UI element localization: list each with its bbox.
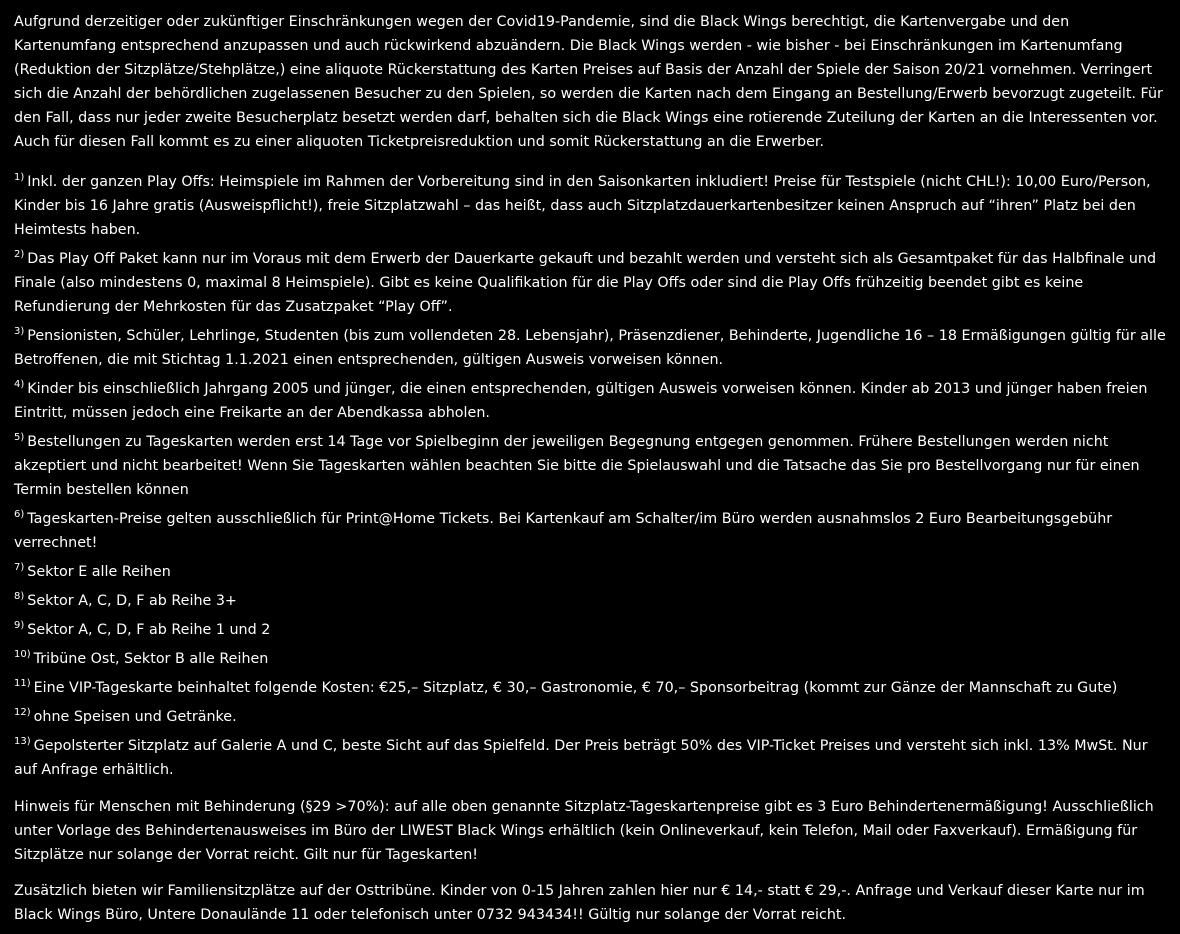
footnote-text: Inkl. der ganzen Play Offs: Heimspiele im Rahmen der Vorbereitung sind in den Saisonkarten inkludiert! Preise für Testspiele (nicht CHL!): 10,00 Euro/Person, Kinder bis 16 Jahre gratis (Ausweispflicht!), freie Sitzplatzwahl – das heißt, dass auch Sitzplatzdauerkartenbesitzer keinen Anspruch auf “ihren” Platz bei den Heimtests haben.	[14, 174, 1151, 238]
footnote-item	[14, 170, 1166, 242]
disability-discount-note: Hinweis für Menschen mit Behinderung (§29 >70%): auf alle oben genannte Sitzplatz-Tageskartenpreise gibt es 3 Euro Behindertenermäßigung! Ausschließlich unter Vorlage des Behindertenausweises im Büro der LIWEST Black Wings erhältlich (kein Onlineverkauf, kein Telefon, Mail oder Faxverkauf). Ermäßigung für Sitzplätze nur solange der Vorrat reicht. Gilt nur für Tageskarten!	[14, 799, 1154, 863]
footnote-text: Sektor A, C, D, F ab Reihe 1 und 2	[27, 622, 271, 638]
footnote-text: Gepolsterter Sitzplatz auf Galerie A und C, beste Sicht auf das Spielfeld. Der Preis beträgt 50% des VIP-Ticket Preises und versteht sich inkl. 13% MwSt. Nur auf Anfrage erhältlich.	[14, 738, 1148, 778]
footnote-text: ohne Speisen und Getränke.	[33, 709, 237, 725]
covid-intro-paragraph: Aufgrund derzeitiger oder zukünftiger Einschränkungen wegen der Covid19-Pandemie, sind die Black Wings berechtigt, die Kartenvergabe und den Kartenumfang entsprechend anzupassen und auch rückwirkend abzuändern. Die Black Wings werden - wie bisher - bei Einschränkungen im Kartenumfang (Reduktion der Sitzplätze/Stehplätze,) eine aliquote Rückerstattung des Karten Preises auf Basis der Anzahl der Spiele der Saison 20/21 vornehmen. Verringert sich die Anzahl der behördlichen zugelassenen Besucher zu den Spielen, so werden die Karten nach dem Eingang an Bestellung/Erwerb bevorzugt zugeteilt. Für den Fall, dass nur jeder zweite Besucherplatz besetzt werden darf, behalten sich die Black Wings eine rotierende Zuteilung der Karten an die Interessenten vor. Auch für diesen Fall kommt es zu einer aliquoten Ticketpreisreduktion und somit Rückerstattung an die Erwerber.	[14, 14, 1163, 150]
footnote-number: 4)	[14, 379, 25, 391]
footnote-item	[14, 589, 1166, 613]
footnote-item	[14, 430, 1166, 502]
footnote-text: Bestellungen zu Tageskarten werden erst 14 Tage vor Spielbeginn der jeweiligen Begegnung entgegen genommen. Frühere Bestellungen werden nicht akzeptiert und nicht bearbeitet! Wenn Sie Tageskarten wählen beachten Sie bitte die Spielauswahl und die Tatsache das Sie pro Bestellvorgang nur für einen Termin bestellen können	[14, 434, 1140, 498]
footnote-number: 1)	[14, 172, 25, 184]
footnote-text: Kinder bis einschließlich Jahrgang 2005 und jünger, die einen entsprechenden, gültigen Ausweis vorweisen können. Kinder ab 2013 und jünger haben freien Eintritt, müssen jedoch eine Freikarte an der Abendkassa abholen.	[14, 381, 1148, 421]
footnote-item	[14, 647, 1166, 671]
footnote-number: 2)	[14, 249, 25, 261]
footnote-number: 10)	[14, 649, 31, 661]
footnote-text: Das Play Off Paket kann nur im Voraus mit dem Erwerb der Dauerkarte gekauft und bezahlt werden und versteht sich als Gesamtpaket für das Halbfinale und Finale (also mindestens 0, maximal 8 Heimspiele). Gibt es keine Qualifikation für die Play Offs oder sind die Play Offs frühzeitig beendet gibt es keine Refundierung der Mehrkosten für das Zusatzpaket “Play Off”.	[14, 251, 1157, 315]
family-seats-note: Zusätzlich bieten wir Familiensitzplätze auf der Osttribüne. Kinder von 0-15 Jahren zahlen hier nur € 14,- statt € 29,-. Anfrage und Verkauf dieser Karte nur im Black Wings Büro, Untere Donaulände 11 oder telefonisch unter 0732 943434!! Gültig nur solange der Vorrat reicht.	[14, 883, 1145, 923]
footnote-text: Sektor E alle Reihen	[27, 564, 171, 580]
footnote-item	[14, 247, 1166, 319]
footnote-item	[14, 676, 1166, 700]
footnote-item	[14, 560, 1166, 584]
footnote-number: 9)	[14, 620, 25, 632]
footnote-number: 12)	[14, 707, 31, 719]
footnote-text: Eine VIP-Tageskarte beinhaltet folgende Kosten: €25,– Sitzplatz, € 30,– Gastronomie, € 70,– Sponsorbeitrag (kommt zur Gänze der Mannschaft zu Gute)	[33, 680, 1118, 696]
footnote-number: 13)	[14, 736, 31, 748]
footnote-number: 5)	[14, 432, 25, 444]
footnote-number: 11)	[14, 678, 31, 690]
footnote-number: 8)	[14, 591, 25, 603]
footnote-text: Tageskarten-Preise gelten ausschließlich für Print@Home Tickets. Bei Kartenkauf am Schalter/im Büro werden ausnahmslos 2 Euro Bearbeitungsgebühr verrechnet!	[14, 511, 1113, 551]
footnote-item	[14, 618, 1166, 642]
footnote-item	[14, 324, 1166, 372]
footnote-text: Pensionisten, Schüler, Lehrlinge, Studenten (bis zum vollendeten 28. Lebensjahr), Präsenzdiener, Behinderte, Jugendliche 16 – 18 Ermäßigungen gültig für alle Betroffenen, die mit Stichtag 1.1.2021 einen entsprechenden, gültigen Ausweis vorweisen können.	[14, 328, 1166, 368]
footnote-item	[14, 705, 1166, 729]
footnote-text: Tribüne Ost, Sektor B alle Reihen	[33, 651, 269, 667]
footnote-text: Sektor A, C, D, F ab Reihe 3+	[27, 593, 237, 609]
footnote-item	[14, 507, 1166, 555]
footnote-number: 3)	[14, 326, 25, 338]
footnote-number: 7)	[14, 562, 25, 574]
footnote-list	[14, 170, 1166, 782]
footnote-number: 6)	[14, 509, 25, 521]
footnote-item	[14, 734, 1166, 782]
footnote-item	[14, 377, 1166, 425]
